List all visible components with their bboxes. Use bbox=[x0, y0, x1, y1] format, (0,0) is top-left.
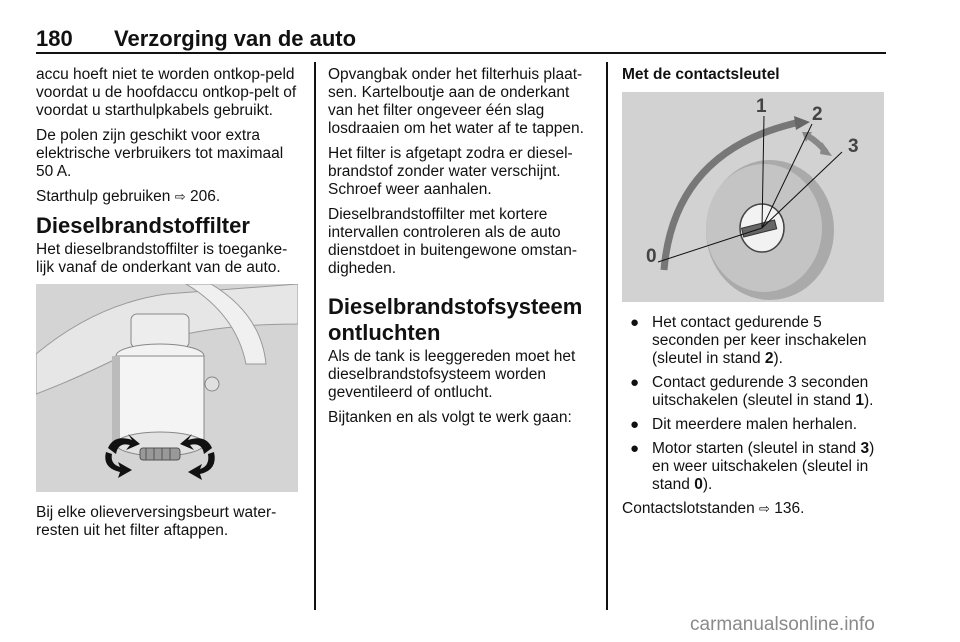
list-item: ● Contact gedurende 3 seconden uitschakelen (sleutel in stand 1). bbox=[630, 374, 874, 409]
column-divider-2 bbox=[606, 62, 608, 610]
column-3 bbox=[622, 66, 888, 525]
key-position-3: 3 bbox=[848, 136, 859, 157]
column-divider-1 bbox=[314, 62, 316, 610]
cross-reference-page: 136. bbox=[774, 500, 805, 517]
paragraph: De polen zijn geschikt voor extra elektrische verbruikers tot maximaal 50 A. bbox=[36, 127, 284, 180]
diesel-filter-illustration bbox=[36, 284, 298, 492]
column-1 bbox=[36, 66, 304, 547]
paragraph: accu hoeft niet te worden ontkop-peld voordat u de hoofdaccu ontkop-pelt of voordat u starthulpkabels gebruikt. bbox=[36, 66, 297, 119]
key-position-2: 2 bbox=[812, 104, 823, 125]
bullet-icon: ● bbox=[630, 440, 640, 457]
cross-reference-text: Contactslotstanden bbox=[622, 500, 760, 517]
header-rule bbox=[36, 52, 886, 54]
paragraph: Dieselbrandstoffilter met kortere intervallen controleren als de auto dienstdoet in buitengewone omstan-digheden. bbox=[328, 206, 578, 277]
bullet-icon: ● bbox=[630, 416, 640, 433]
paragraph: Opvangbak onder het filterhuis plaat-sen. Kartelboutje aan de onderkant van het filter ongeveer één slag losdraaien om het water af te tappen. bbox=[328, 66, 584, 137]
key-position-1: 1 bbox=[756, 96, 767, 117]
bullet-icon: ● bbox=[630, 314, 640, 331]
paragraph: Bij elke olieverversingsbeurt water-resten uit het filter aftappen. bbox=[36, 504, 277, 539]
paragraph: Als de tank is leeggereden moet het dieselbrandstofsysteem worden geventileerd of ontlucht. bbox=[328, 348, 576, 401]
paragraph: Bijtanken en als volgt te werk gaan: bbox=[328, 409, 572, 426]
arrow-right-icon: ⇨ bbox=[759, 501, 770, 516]
watermark: carmanualsonline.info bbox=[690, 614, 875, 635]
ignition-key-diagram bbox=[622, 92, 884, 302]
section-heading: Dieselbrandstoffilter bbox=[36, 213, 250, 238]
paragraph: Het dieselbrandstoffilter is toeganke-lijk vanaf de onderkant van de auto. bbox=[36, 241, 288, 276]
paragraph: Het filter is afgetapt zodra er diesel-brandstof zonder water verschijnt. Schroef weer aanhalen. bbox=[328, 145, 573, 198]
cross-reference[interactable] bbox=[622, 500, 888, 518]
list-item: ● Het contact gedurende 5 seconden per keer inschakelen (sleutel in stand 2). bbox=[630, 314, 867, 367]
section-heading: Dieselbrandstofsysteem ontluchten bbox=[328, 294, 583, 345]
instruction-list bbox=[622, 314, 888, 494]
section-title: Verzorging van de auto bbox=[114, 26, 357, 51]
key-position-0: 0 bbox=[646, 246, 657, 267]
cross-reference-text: Starthulp gebruiken bbox=[36, 188, 175, 205]
page-header bbox=[36, 26, 886, 50]
list-item: ● Dit meerdere malen herhalen. bbox=[630, 416, 858, 433]
list-item: ● Motor starten (sleutel in stand 3) en weer uitschakelen (sleutel in stand 0). bbox=[630, 440, 875, 493]
cross-reference-page: 206. bbox=[189, 188, 221, 205]
subheading: Met de contactsleutel bbox=[622, 66, 780, 83]
column-2 bbox=[328, 66, 596, 434]
bullet-icon: ● bbox=[630, 374, 640, 391]
cross-reference[interactable] bbox=[36, 188, 304, 206]
page-number: 180 bbox=[36, 26, 73, 51]
arrow-right-icon: ⇨ bbox=[174, 189, 186, 204]
